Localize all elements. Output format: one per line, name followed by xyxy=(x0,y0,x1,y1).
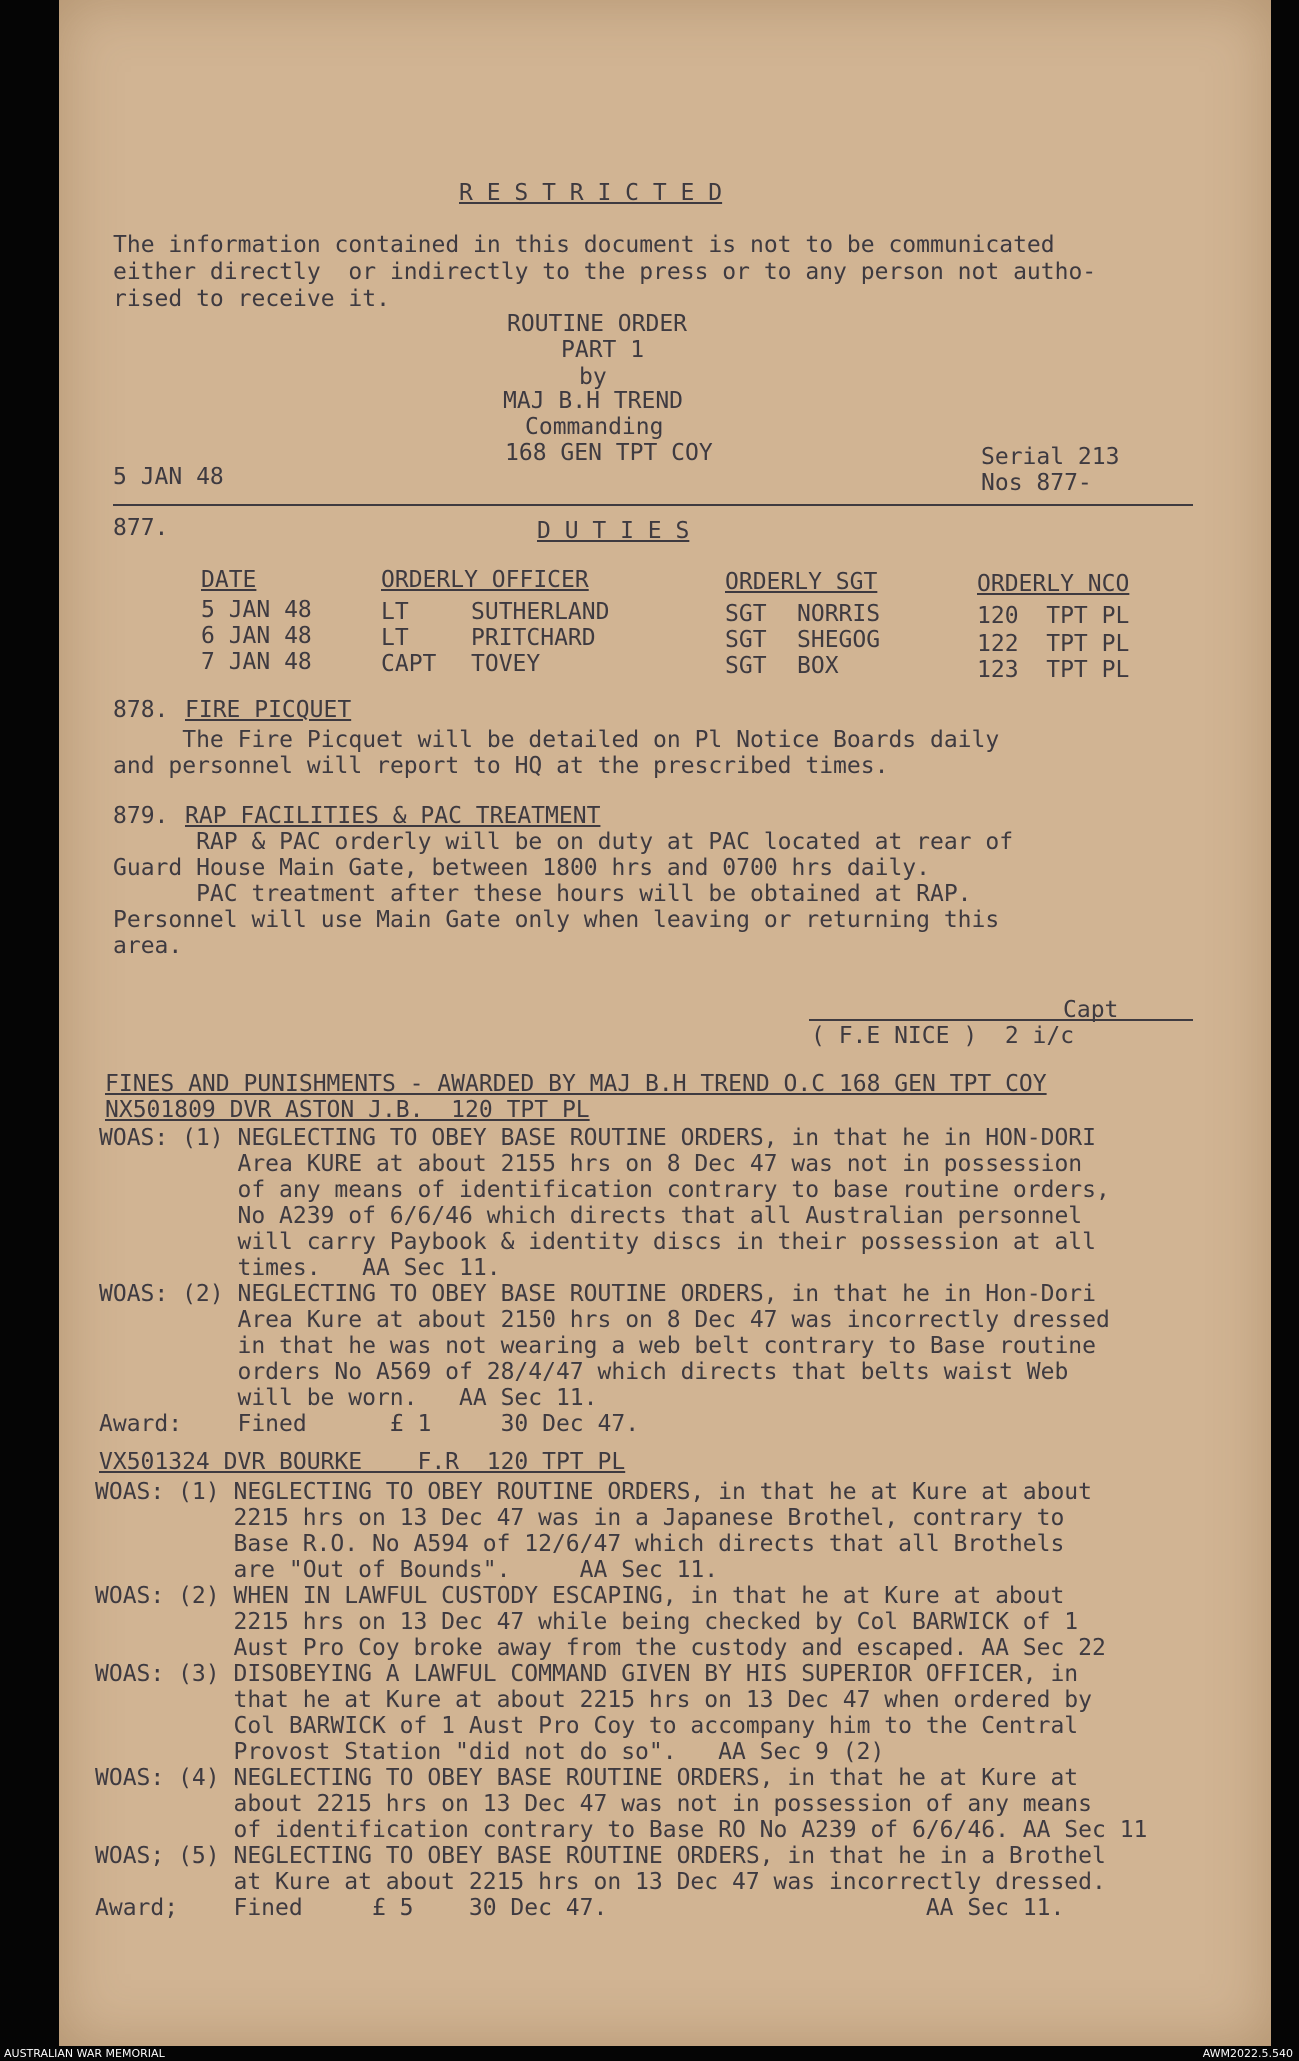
duty-officer: SUTHERLAND xyxy=(471,599,610,625)
signature-rank: Capt xyxy=(1063,997,1119,1023)
charge-line: will be worn. AA Sec 11. xyxy=(99,1385,598,1411)
charge-line: WOAS: (1) NEGLECTING TO OBEY BASE ROUTINE ORDERS, in that he in HON-DORI xyxy=(99,1125,1096,1151)
charge-line: 2215 hrs on 13 Dec 47 while being checked by Col BARWICK of 1 xyxy=(95,1609,1079,1635)
charge-line: Col BARWICK of 1 Aust Pro Coy to accompany him to the Central xyxy=(95,1713,1079,1739)
duty-sgt: BOX xyxy=(797,653,839,679)
soldier-entry: VX501324 DVR BOURKE F.R 120 TPT PL xyxy=(99,1449,626,1475)
charge-line: WOAS: (3) DISOBEYING A LAWFUL COMMAND GIVEN BY HIS SUPERIOR OFFICER, in xyxy=(95,1661,1079,1687)
charge-line: times. AA Sec 11. xyxy=(99,1255,501,1281)
order-by: by xyxy=(579,364,607,390)
charge-line: 2215 hrs on 13 Dec 47 was in a Japanese Brothel, contrary to xyxy=(95,1505,1065,1531)
charge-line: WOAS; (5) NEGLECTING TO OBEY BASE ROUTINE ORDERS, in that he in a Brothel xyxy=(95,1843,1106,1869)
duty-nco: 120 TPT PL xyxy=(977,603,1130,629)
item-number: 878. xyxy=(113,697,169,723)
serial-number: Serial 213 xyxy=(981,444,1120,470)
duty-sgt-rank: SGT xyxy=(725,653,767,679)
body-line: RAP & PAC orderly will be on duty at PAC located at rear of xyxy=(113,829,1014,855)
duty-date: 5 JAN 48 xyxy=(201,597,312,623)
charge-line: of any means of identification contrary to base routine orders, xyxy=(99,1177,1110,1203)
duty-officer-rank: LT xyxy=(381,625,409,651)
unit-name: 168 GEN TPT COY xyxy=(505,440,713,466)
archive-credit: AUSTRALIAN WAR MEMORIAL xyxy=(4,2047,165,2060)
item-number: 879. xyxy=(113,803,169,829)
duty-officer-rank: CAPT xyxy=(381,651,437,677)
order-date: 5 JAN 48 xyxy=(113,464,224,490)
charge-line: will carry Paybook & identity discs in their possession at all xyxy=(99,1229,1096,1255)
duty-sgt: SHEGOG xyxy=(797,627,881,653)
section-heading-rap-facilities: RAP FACILITIES & PAC TREATMENT xyxy=(185,803,601,829)
column-orderly-officer: ORDERLY OFFICER xyxy=(381,567,589,593)
award-line: Award; Fined £ 5 30 Dec 47. AA Sec 11. xyxy=(95,1895,1065,1921)
soldier-entry: NX501809 DVR ASTON J.B. 120 TPT PL xyxy=(105,1097,590,1123)
charge-line: WOAS: (2) NEGLECTING TO OBEY BASE ROUTINE ORDERS, in that he in Hon-Dori xyxy=(99,1281,1096,1307)
body-line: Guard House Main Gate, between 1800 hrs and 0700 hrs daily. xyxy=(113,855,930,881)
charge-line: No A239 of 6/6/46 which directs that all Australian personnel xyxy=(99,1203,1083,1229)
fines-heading: FINES AND PUNISHMENTS - AWARDED BY MAJ B.H TREND O.C 168 GEN TPT COY xyxy=(105,1071,1047,1097)
order-title: ROUTINE ORDER xyxy=(507,311,688,337)
document-page xyxy=(59,0,1271,2046)
duty-sgt: NORRIS xyxy=(797,601,881,627)
notice-line: either directly or indirectly to the press or to any person not autho- xyxy=(113,259,1097,285)
item-number: 877. xyxy=(113,515,169,541)
charge-line: WOAS: (4) NEGLECTING TO OBEY BASE ROUTINE ORDERS, in that he at Kure at xyxy=(95,1765,1079,1791)
header-divider xyxy=(113,504,1193,506)
duties-heading: D U T I E S xyxy=(537,518,690,544)
signature-name: ( F.E NICE ) 2 i/c xyxy=(811,1023,1075,1049)
order-part: PART 1 xyxy=(561,337,645,363)
charge-line: Provost Station "did not do so". AA Sec 9 (2) xyxy=(95,1739,885,1765)
archive-footer xyxy=(0,2046,1299,2061)
duty-officer: TOVEY xyxy=(471,651,541,677)
duty-date: 7 JAN 48 xyxy=(201,649,312,675)
duty-sgt-rank: SGT xyxy=(725,627,767,653)
order-numbers: Nos 877- xyxy=(981,470,1092,496)
charge-line: Aust Pro Coy broke away from the custody and escaped. AA Sec 22 xyxy=(95,1635,1106,1661)
charge-line: Area KURE at about 2155 hrs on 8 Dec 47 was not in possession xyxy=(99,1151,1083,1177)
section-heading-fire-picquet: FIRE PICQUET xyxy=(185,697,352,723)
signature-line xyxy=(809,1019,1193,1021)
column-orderly-nco: ORDERLY NCO xyxy=(977,571,1130,597)
charge-line: in that he was not wearing a web belt contrary to Base routine xyxy=(99,1333,1096,1359)
body-line: Personnel will use Main Gate only when leaving or returning this xyxy=(113,907,1000,933)
charge-line: orders No A569 of 28/4/47 which directs that belts waist Web xyxy=(99,1359,1069,1385)
charge-line: that he at Kure at about 2215 hrs on 13 Dec 47 when ordered by xyxy=(95,1687,1092,1713)
charge-line: Area Kure at about 2150 hrs on 8 Dec 47 was incorrectly dressed xyxy=(99,1307,1110,1333)
body-line: The Fire Picquet will be detailed on Pl Notice Boards daily xyxy=(113,727,1000,753)
duty-officer: PRITCHARD xyxy=(471,625,596,651)
charge-line: are "Out of Bounds". AA Sec 11. xyxy=(95,1557,719,1583)
charge-line: of identification contrary to Base RO No A239 of 6/6/46. AA Sec 11 xyxy=(95,1817,1148,1843)
archive-reference: AWM2022.5.540 xyxy=(1202,2047,1293,2060)
duty-nco: 122 TPT PL xyxy=(977,631,1130,657)
notice-line: rised to receive it. xyxy=(113,286,390,312)
duty-officer-rank: LT xyxy=(381,599,409,625)
charge-line: WOAS: (1) NEGLECTING TO OBEY ROUTINE ORDERS, in that he at Kure at about xyxy=(95,1479,1092,1505)
notice-line: The information contained in this document is not to be communicated xyxy=(113,232,1055,258)
duty-sgt-rank: SGT xyxy=(725,601,767,627)
body-line: area. xyxy=(113,933,183,959)
charge-line: WOAS: (2) WHEN IN LAWFUL CUSTODY ESCAPING, in that he at Kure at about xyxy=(95,1583,1065,1609)
commanding-label: Commanding xyxy=(525,414,664,440)
body-line: and personnel will report to HQ at the prescribed times. xyxy=(113,753,889,779)
charge-line: about 2215 hrs on 13 Dec 47 was not in possession of any means xyxy=(95,1791,1092,1817)
classification-heading: R E S T R I C T E D xyxy=(459,180,723,206)
body-line: PAC treatment after these hours will be obtained at RAP. xyxy=(113,881,972,907)
duty-nco: 123 TPT PL xyxy=(977,657,1130,683)
award-line: Award: Fined £ 1 30 Dec 47. xyxy=(99,1411,640,1437)
duty-date: 6 JAN 48 xyxy=(201,623,312,649)
column-orderly-sgt: ORDERLY SGT xyxy=(725,569,878,595)
charge-line: at Kure at about 2215 hrs on 13 Dec 47 was incorrectly dressed. xyxy=(95,1869,1106,1895)
column-date: DATE xyxy=(201,567,257,593)
charge-line: Base R.O. No A594 of 12/6/47 which directs that all Brothels xyxy=(95,1531,1065,1557)
commander-name: MAJ B.H TREND xyxy=(503,388,684,414)
